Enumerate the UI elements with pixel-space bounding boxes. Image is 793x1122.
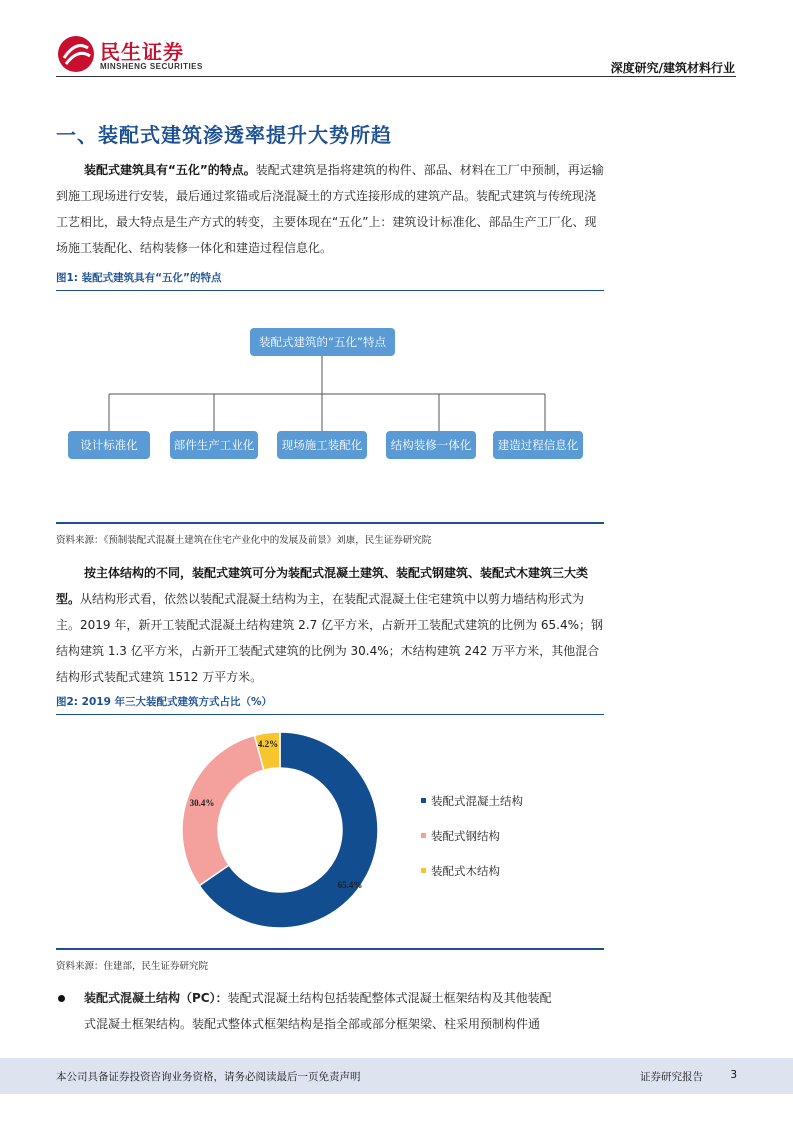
paragraph-1-lead: 装配式建筑具有“五化”的特点。 [84,163,256,177]
footer-disclaimer: 本公司具备证券投资咨询业务资格，请务必阅读最后一页免责声明 [56,1071,361,1083]
paragraph-2 [56,560,604,690]
figure-1-source: 资料来源：《预制装配式混凝土建筑在住宅产业化中的发展及前景》刘康，民生证券研究院 [56,535,432,546]
org-chart [56,290,604,520]
bullet-line-2: 式混凝土框架结构。装配式整体式框架结构是指全部或部分框架梁、柱采用预制构件通 [84,1017,541,1031]
page-footer [0,1058,793,1094]
org-child-node-2: 部件生产工业化 [170,431,258,459]
legend-swatch-3 [421,868,426,873]
org-child-node-3: 现场施工装配化 [277,431,367,459]
org-chart-connectors [56,290,604,520]
donut-label-2: 30.4% [189,798,215,808]
org-child-node-4: 结构装修一体化 [386,431,476,459]
bullet-dot-icon [58,995,65,1002]
paragraph-1-line-1: 装配式建筑是指将建筑的构件、部品、材料在工厂中 [255,163,532,177]
paragraph-1-line-3: 装配式建筑与传统现浇工艺相比，最大特点是生产方式的转变，主要体现在“五化”上：建筑 [56,189,597,229]
figure-1-title: 图1: 装配式建筑具有“五化”的特点 [56,270,604,291]
paragraph-1 [56,157,604,261]
brand-name-en: MINSHENG SECURITIES [100,62,203,71]
paragraph-2-lead-2: 筑三大类型。 [56,566,589,606]
header-divider [56,76,736,77]
minsheng-logo-icon [56,34,96,74]
donut-chart [56,712,604,942]
paragraph-2-lead: 按主体结构的不同，装配式建筑可分为装配式混凝土建筑、装配式钢建筑、装配式木建 [84,566,541,580]
org-root-node: 装配式建筑的“五化”特点 [250,328,395,356]
org-child-node-5: 建造过程信息化 [493,431,583,459]
figure-2-bottom-rule [56,948,604,950]
legend-swatch-1 [421,798,426,803]
page-number: 3 [730,1069,737,1081]
bullet-paragraph [56,985,604,1037]
paragraph-2-line-3: 建筑的比例为 65.4%；钢结构建筑 1.3 亿平方米，占新开工装配式建筑的比例为 30.4%；木结 [56,618,604,658]
legend-label-2: 装配式钢结构 [431,829,500,843]
legend-swatch-2 [421,833,426,838]
paragraph-1-line-2: 预制，再运输到施工现场进行安装，最后通过浆锚或后浇混凝土的方式连接形成的建筑产品。 [56,163,604,203]
figure-2-title: 图2: 2019 年三大装配式建筑方式占比（%） [56,694,604,715]
paragraph-2-line-4: 构建筑 242 万平方米，其他混合结构形式装配式建筑 1512 万平方米。 [56,644,600,684]
report-category: 深度研究/建筑材料行业 [610,61,735,75]
bullet-line-1: 装配式混凝土结构包括装配整体式混凝土框架结构及其他装配 [227,991,552,1005]
paragraph-2-line-2: 力墙结构形式为主。2019 年，新开工装配式混凝土结构建筑 2.7 亿平方米，占新开工装配式 [56,592,585,632]
donut-label-1: 65.4% [337,880,363,890]
figure-2-source: 资料来源：住建部，民生证券研究院 [56,961,209,972]
paragraph-2-line-1: 从结构形式看，依然以装配式混凝土结构为主，在装配式混凝土住宅建筑中以剪 [80,592,501,606]
legend-label-3: 装配式木结构 [431,864,500,878]
legend-label-1: 装配式混凝土结构 [431,794,523,808]
donut-chart-svg [56,712,604,942]
donut-label-3: 4.2% [257,739,279,749]
company-logo [56,34,206,76]
org-child-node-1: 设计标准化 [68,431,150,459]
figure-1-bottom-rule [56,522,604,524]
page-header [0,0,793,80]
brand-name-cn: 民生证券 [100,40,184,64]
donut-slice-2 [182,735,264,885]
footer-report-type: 证券研究报告 [640,1071,703,1083]
paragraph-1-line-4: 设计标准化、部品生产工厂化、现场施工装配化、结构装修一体化和建造过程信息化。 [56,215,597,255]
section-title: 一、装配式建筑渗透率提升大势所趋 [56,123,392,147]
bullet-lead: 装配式混凝土结构（PC）： [84,991,228,1005]
